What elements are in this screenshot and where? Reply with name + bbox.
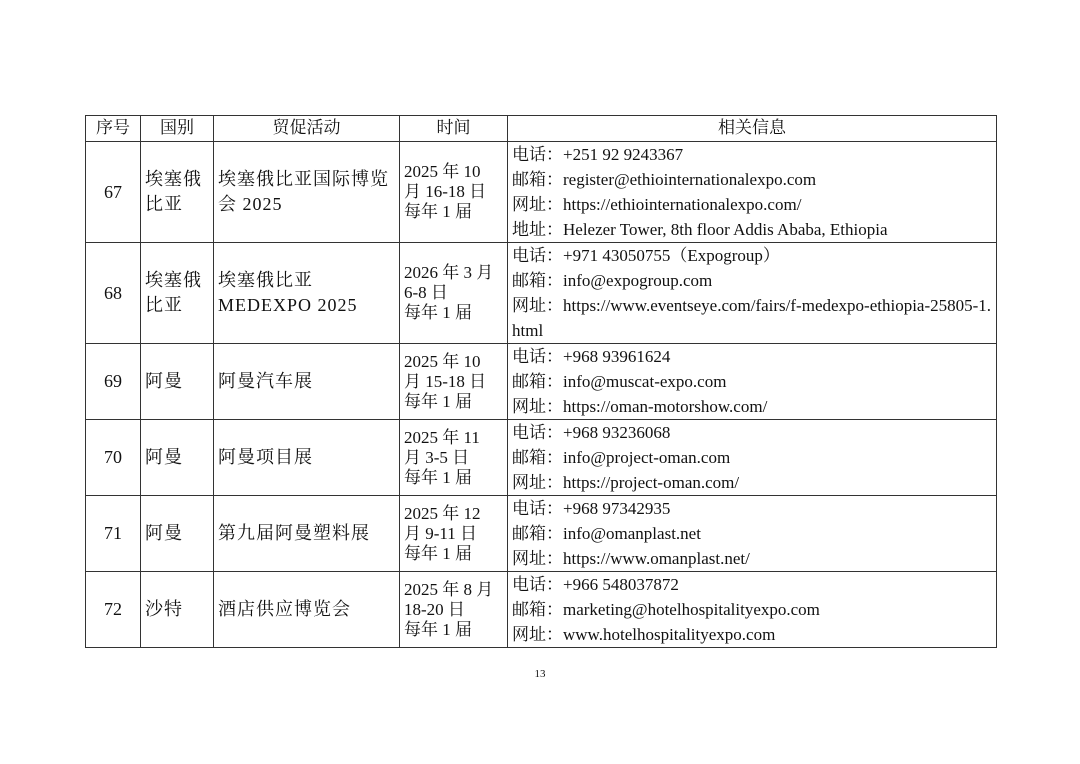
activity-cell: 阿曼项目展 [214, 420, 400, 496]
phone-text: 电话：+251 92 9243367 [512, 145, 684, 164]
info-cell [508, 243, 997, 344]
table-row [86, 420, 997, 496]
website-text: 网址：https://oman-motorshow.com/ [512, 397, 768, 416]
phone-text: 电话：+968 93236068 [512, 423, 671, 442]
phone-text: 电话：+968 93961624 [512, 347, 671, 366]
email-text: 邮箱：info@project-oman.com [512, 448, 731, 467]
header-activity: 贸促活动 [214, 116, 400, 142]
country-cell: 阿曼 [141, 344, 214, 420]
table-row [86, 496, 997, 572]
seq-cell: 70 [86, 420, 141, 496]
time-line: 月 16-18 日 [404, 182, 487, 201]
info-cell [508, 142, 997, 243]
time-line: 2025 年 8 月 [404, 579, 494, 599]
email-text: 邮箱：register@ethiointernationalexpo.com [512, 170, 817, 189]
time-cell [400, 142, 508, 243]
website-text: 网址：https://project-oman.com/ [512, 473, 740, 492]
phone-text: 电话：+968 97342935 [512, 499, 671, 518]
header-info: 相关信息 [508, 116, 997, 142]
seq-cell: 72 [86, 572, 141, 648]
website-text: 网址：www.hotelhospitalityexpo.com [512, 625, 776, 644]
time-cell [400, 572, 508, 648]
activity-cell: 埃塞俄比亚国际博览会 2025 [214, 142, 400, 243]
info-cell [508, 420, 997, 496]
time-line: 2025 年 10 [404, 162, 481, 181]
time-cell [400, 496, 508, 572]
country-cell: 阿曼 [141, 420, 214, 496]
time-cell [400, 344, 508, 420]
time-line: 月 9-11 日 [404, 523, 478, 543]
table-row [86, 243, 997, 344]
website-text: 网址：https://www.eventseye.com/fairs/f-medexpo-ethiopia-25805-1.html [512, 296, 992, 340]
info-cell [508, 344, 997, 420]
address-text: 地址：Helezer Tower, 8th floor Addis Ababa, Ethiopia [512, 220, 888, 239]
time-line: 18-20 日 [404, 599, 465, 619]
page-number: 13 [534, 668, 546, 680]
time-line: 2025 年 12 [404, 503, 481, 523]
time-line: 2025 年 11 [404, 427, 480, 447]
activity-cell: 阿曼汽车展 [214, 344, 400, 420]
country-cell: 埃塞俄比亚 [141, 243, 214, 344]
time-line: 每年 1 届 [404, 391, 472, 411]
table-row [86, 572, 997, 648]
time-line: 6-8 日 [404, 283, 448, 302]
website-text: 网址：https://ethiointernationalexpo.com/ [512, 195, 802, 214]
time-line: 每年 1 届 [404, 202, 472, 221]
time-line: 每年 1 届 [404, 303, 472, 322]
header-country: 国别 [141, 116, 214, 142]
website-text: 网址：https://www.omanplast.net/ [512, 549, 750, 568]
table-header [86, 116, 997, 142]
phone-text: 电话：+966 548037872 [512, 575, 679, 594]
country-cell: 阿曼 [141, 496, 214, 572]
table-row [86, 142, 997, 243]
time-line: 2025 年 10 [404, 351, 481, 371]
events-table [85, 115, 997, 648]
header-seq: 序号 [86, 116, 141, 142]
time-cell [400, 420, 508, 496]
table-row [86, 344, 997, 420]
email-text: 邮箱：info@omanplast.net [512, 524, 701, 543]
time-line: 每年 1 届 [404, 543, 472, 563]
time-line: 2026 年 3 月 [404, 263, 494, 282]
table-body [86, 142, 997, 648]
seq-cell: 68 [86, 243, 141, 344]
activity-cell: 埃塞俄比亚 MEDEXPO 2025 [214, 243, 400, 344]
time-line: 每年 1 届 [404, 619, 472, 639]
email-text: 邮箱：info@expogroup.com [512, 271, 713, 290]
email-text: 邮箱：marketing@hotelhospitalityexpo.com [512, 600, 820, 619]
activity-cell: 第九届阿曼塑料展 [214, 496, 400, 572]
info-cell [508, 496, 997, 572]
activity-cell: 酒店供应博览会 [214, 572, 400, 648]
phone-text: 电话：+971 43050755（Expogroup） [512, 246, 780, 265]
time-cell [400, 243, 508, 344]
time-line: 每年 1 届 [404, 467, 472, 487]
time-line: 月 15-18 日 [404, 371, 487, 391]
header-row [86, 116, 997, 142]
country-cell: 埃塞俄比亚 [141, 142, 214, 243]
time-line: 月 3-5 日 [404, 447, 470, 467]
header-time: 时间 [400, 116, 508, 142]
info-cell [508, 572, 997, 648]
seq-cell: 69 [86, 344, 141, 420]
email-text: 邮箱：info@muscat-expo.com [512, 372, 727, 391]
seq-cell: 71 [86, 496, 141, 572]
country-cell: 沙特 [141, 572, 214, 648]
seq-cell: 67 [86, 142, 141, 243]
